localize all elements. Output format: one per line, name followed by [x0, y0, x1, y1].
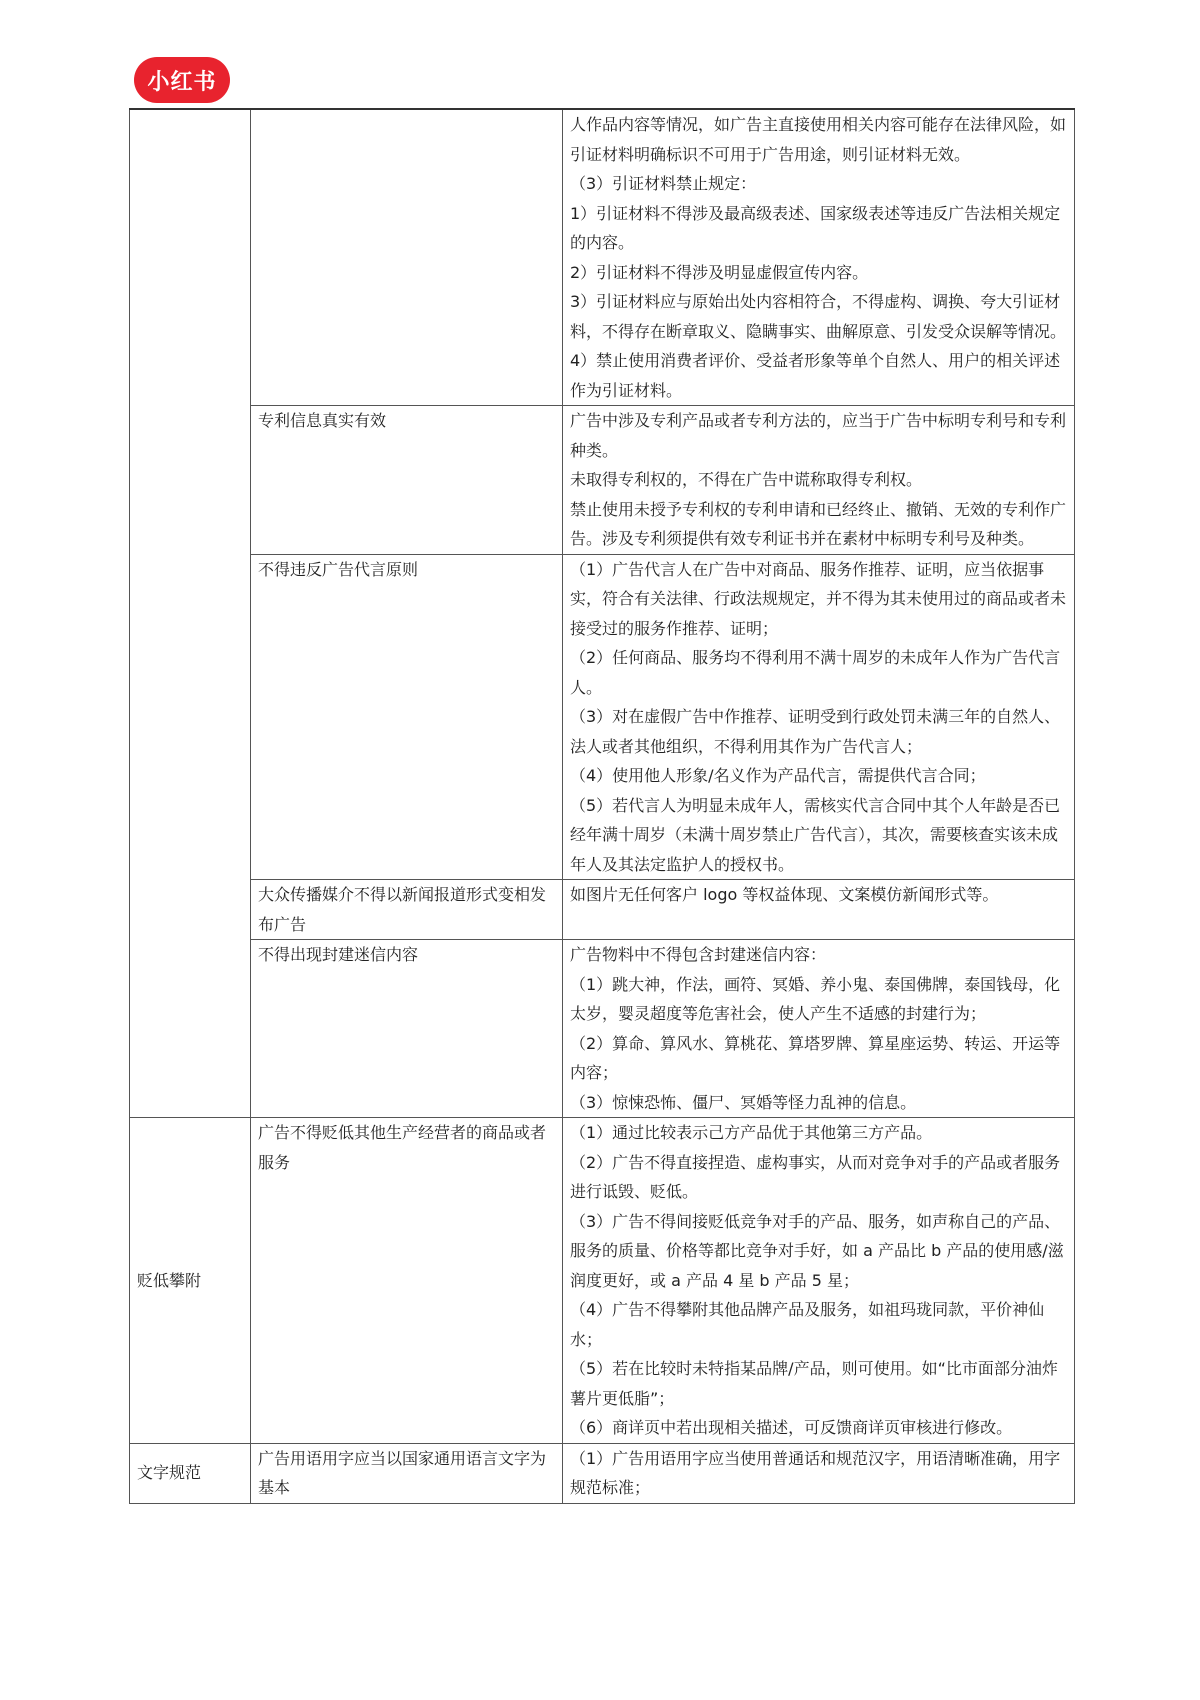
detail-line: （6）商详页中若出现相关描述，可反馈商详页审核进行修改。 — [570, 1418, 1013, 1437]
table-row — [130, 940, 1075, 1118]
xiaohongshu-logo — [134, 57, 230, 103]
detail-cell — [563, 554, 1075, 880]
detail-line: （1）跳大神，作法，画符、冥婚、养小鬼、泰国佛牌，泰国钱母，化太岁，婴灵超度等危害社会，使人产生不适感的封建行为； — [570, 974, 1061, 1023]
detail-line: （3）惊悚恐怖、僵尸、冥婚等怪力乱神的信息。 — [570, 1092, 917, 1112]
detail-line: （2）算命、算风水、算桃花、算塔罗牌、算星座运势、转运、开运等内容； — [570, 1033, 1061, 1082]
detail-line: （3）对在虚假广告中作推荐、证明受到行政处罚未满三年的自然人、法人或者其他组织，不得利用其作为广告代言人； — [570, 707, 1061, 756]
detail-cell — [563, 109, 1075, 406]
detail-line: （4）使用他人形象/名义作为产品代言，需提供代言合同； — [570, 766, 986, 785]
detail-line: 4）禁止使用消费者评价、受益者形象等单个自然人、用户的相关评述作为引证材料。 — [570, 351, 1061, 400]
detail-cell — [563, 1118, 1075, 1444]
category-cell — [130, 109, 251, 1118]
detail-line: 未取得专利权的，不得在广告中谎称取得专利权。 — [570, 470, 923, 489]
detail-line: （5）若在比较时未特指某品牌/产品，则可使用。如“比市面部分油炸薯片更低脂”； — [570, 1359, 1058, 1408]
item-title: 不得违反广告代言原则 — [258, 559, 419, 579]
item-title: 不得出现封建迷信内容 — [258, 945, 419, 964]
ad-policy-table — [129, 108, 1075, 1504]
detail-cell — [563, 880, 1075, 940]
category-title: 贬低攀附 — [137, 1270, 202, 1290]
category-title: 文字规范 — [137, 1463, 202, 1483]
table-row — [130, 880, 1075, 940]
detail-line: 人作品内容等情况，如广告主直接使用相关内容可能存在法律风险，如引证材料明确标识不可用于广告用途，则引证材料无效。 — [570, 115, 1067, 164]
item-cell — [251, 1443, 563, 1503]
table-row — [130, 1118, 1075, 1444]
item-cell — [251, 880, 563, 940]
detail-line: （3）广告不得间接贬低竞争对手的产品、服务，如声称自己的产品、服务的质量、价格等都比竞争对手好，如 a 产品比 b 产品的使用感/滋润度更好，或 a 产品 4 星 b 产品 5 星； — [570, 1211, 1064, 1290]
detail-line: 禁止使用未授予专利权的专利申请和已经终止、撤销、无效的专利作广告。涉及专利须提供有效专利证书并在素材中标明专利号及种类。 — [570, 499, 1067, 548]
detail-cell — [563, 1443, 1075, 1503]
detail-line: （1）广告用语用字应当使用普通话和规范汉字，用语清晰准确，用字规范标准； — [570, 1448, 1061, 1497]
detail-line: （1）广告代言人在广告中对商品、服务作推荐、证明，应当依据事实，符合有关法律、行政法规规定，并不得为其未使用过的商品或者未接受过的服务作推荐、证明； — [570, 559, 1067, 638]
item-cell — [251, 940, 563, 1118]
category-cell — [130, 1443, 251, 1503]
detail-line: （2）广告不得直接捏造、虚构事实，从而对竞争对手的产品或者服务进行诋毁、贬低。 — [570, 1152, 1061, 1201]
detail-cell — [563, 406, 1075, 555]
detail-line: （3）引证材料禁止规定： — [570, 174, 757, 193]
item-cell — [251, 554, 563, 880]
item-cell — [251, 109, 563, 406]
table-row — [130, 554, 1075, 880]
detail-line: 2）引证材料不得涉及明显虚假宣传内容。 — [570, 262, 869, 282]
detail-line: （4）广告不得攀附其他品牌产品及服务，如祖玛珑同款，平价神仙水； — [570, 1300, 1045, 1349]
detail-line: 广告中涉及专利产品或者专利方法的，应当于广告中标明专利号和专利种类。 — [570, 411, 1067, 460]
detail-line: 1）引证材料不得涉及最高级表述、国家级表述等违反广告法相关规定的内容。 — [570, 203, 1061, 252]
item-title: 专利信息真实有效 — [258, 411, 387, 430]
category-cell — [130, 1118, 251, 1444]
item-cell — [251, 406, 563, 555]
item-title: 广告用语用字应当以国家通用语言文字为基本 — [258, 1448, 547, 1497]
table-row — [130, 406, 1075, 555]
item-cell — [251, 1118, 563, 1444]
detail-line: 如图片无任何客户 logo 等权益体现、文案模仿新闻形式等。 — [570, 885, 999, 904]
item-title: 广告不得贬低其他生产经营者的商品或者服务 — [258, 1123, 547, 1172]
logo-text: 小红书 — [147, 69, 217, 95]
detail-line: （2）任何商品、服务均不得利用不满十周岁的未成年人作为广告代言人。 — [570, 648, 1061, 697]
detail-cell — [563, 940, 1075, 1118]
table-row — [130, 109, 1075, 406]
detail-line: 3）引证材料应与原始出处内容相符合，不得虚构、调换、夸大引证材料，不得存在断章取义、隐瞒事实、曲解原意、引发受众误解等情况。 — [570, 292, 1067, 341]
detail-line: （5）若代言人为明显未成年人，需核实代言合同中其个人年龄是否已经年满十周岁（未满十周岁禁止广告代言），其次，需要核查实该未成年人及其法定监护人的授权书。 — [570, 795, 1061, 874]
detail-line: （1）通过比较表示己方产品优于其他第三方产品。 — [570, 1123, 933, 1142]
item-title: 大众传播媒介不得以新闻报道形式变相发布广告 — [258, 885, 547, 934]
detail-line: 广告物料中不得包含封建迷信内容： — [570, 945, 827, 964]
table-row — [130, 1443, 1075, 1503]
